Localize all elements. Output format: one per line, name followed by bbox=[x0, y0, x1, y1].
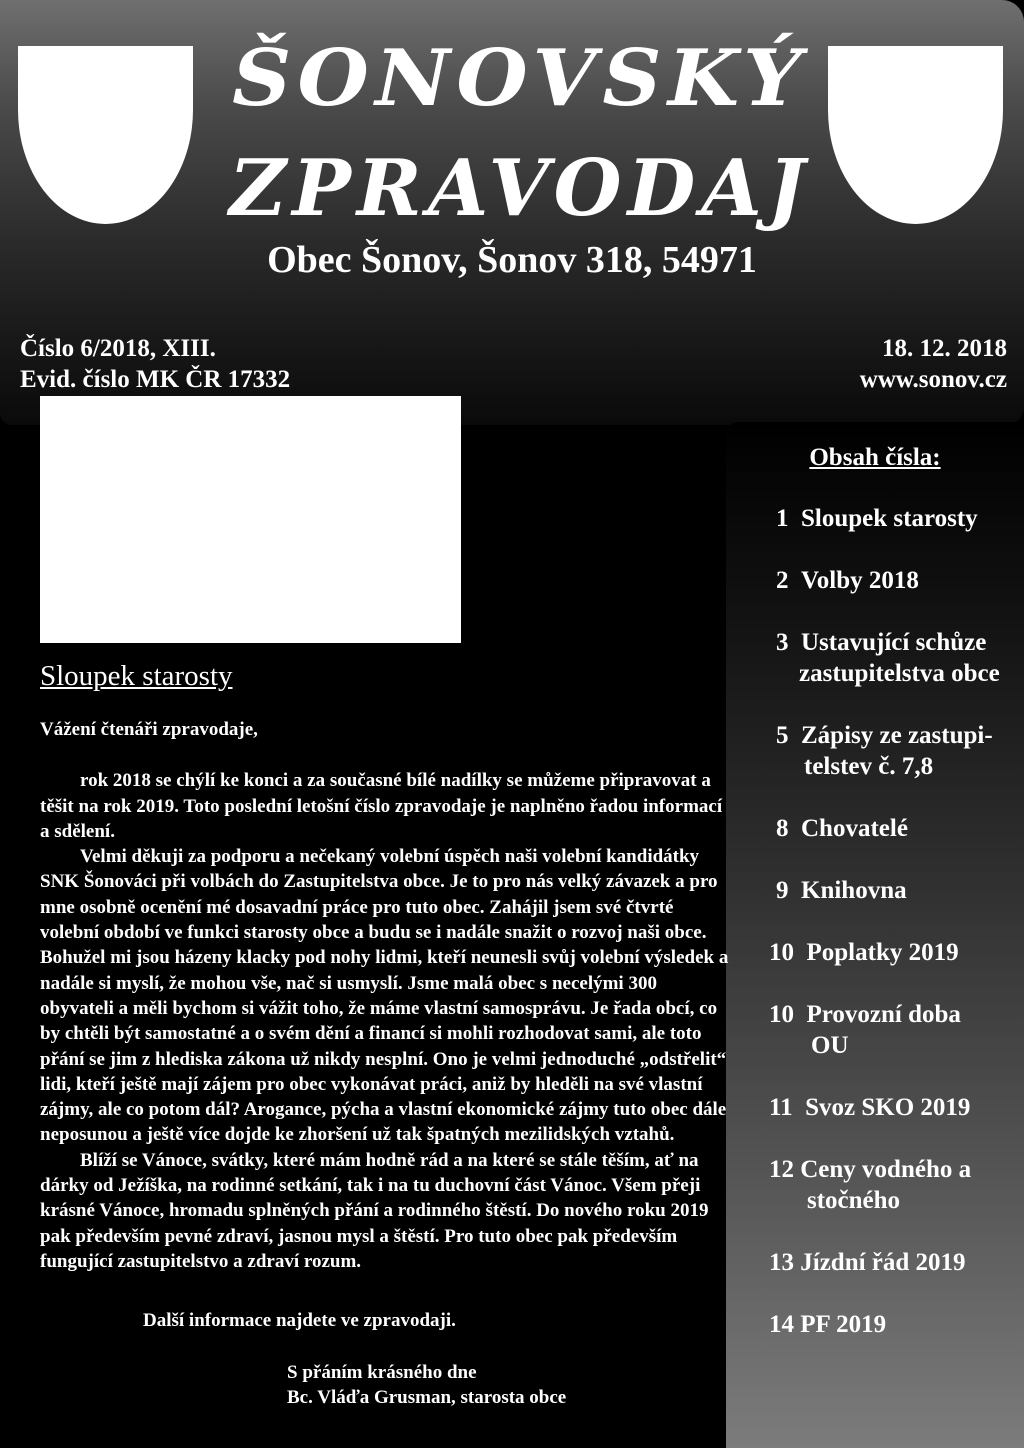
cover-photo bbox=[40, 396, 461, 643]
registration-number: Evid. číslo MK ČR 17332 bbox=[20, 366, 291, 393]
issue-date: 18. 12. 2018 bbox=[882, 335, 1007, 362]
toc-item[interactable] bbox=[769, 1154, 971, 1185]
toc-label: Provozní doba bbox=[806, 1001, 961, 1028]
toc-page-number: 11 bbox=[769, 1094, 793, 1121]
article-paragraph: rok 2018 se chýlí ke konci a za současné bílé nadílky se můžeme připravovat a těšit na rok 2019. Toto poslední letošní číslo zpravodaje je naplněno řadou informací a sdělení. bbox=[40, 770, 723, 842]
table-of-contents bbox=[726, 422, 1024, 1448]
toc-label: Ceny vodného a bbox=[800, 1156, 972, 1183]
toc-page-number: 1 bbox=[776, 505, 789, 532]
issue-info bbox=[20, 333, 290, 395]
toc-page-number: 2 bbox=[776, 567, 789, 594]
signature bbox=[287, 1360, 566, 1410]
toc-item[interactable] bbox=[776, 627, 986, 658]
article-title: Sloupek starosty bbox=[40, 660, 233, 692]
toc-label: Volby 2018 bbox=[801, 567, 919, 594]
toc-page-number: 5 bbox=[776, 722, 789, 749]
toc-item[interactable] bbox=[776, 720, 993, 751]
toc-label-continued: telstev č. 7,8 bbox=[804, 753, 934, 780]
issue-number: Číslo 6/2018, XIII. bbox=[20, 335, 216, 362]
toc-page-number: 10 bbox=[769, 1001, 794, 1028]
article-closing: Další informace najdete ve zpravodaji. bbox=[143, 1310, 456, 1331]
toc-label: Knihovna bbox=[801, 877, 907, 904]
toc-label: PF 2019 bbox=[800, 1311, 887, 1338]
article-greeting: Vážení čtenáři zpravodaje, bbox=[40, 719, 258, 740]
toc-item[interactable] bbox=[769, 1309, 886, 1340]
toc-page-number: 12 bbox=[769, 1156, 794, 1183]
signature-greeting: S přáním krásného dne bbox=[287, 1362, 477, 1383]
toc-page-number: 3 bbox=[776, 629, 789, 656]
toc-label-continued: stočného bbox=[807, 1187, 901, 1214]
toc-page-number: 14 bbox=[769, 1311, 794, 1338]
toc-page-number: 10 bbox=[769, 939, 794, 966]
toc-label: Sloupek starosty bbox=[801, 505, 978, 532]
article-paragraph: Velmi děkuji za podporu a nečekaný volební úspěch naši volební kandidátky SNK Šonováci při volbách do Zastupitelstva obce. Je to pro nás velký závazek a pro mne osobně ocenění mé dosavadní práce pro tuto obec. Zahájil jsem své čtvrté volební období ve funkci starosty obce a budu se i nadále snažit o rozvoj naši obce. Bohužel mi jsou házeny klacky pod nohy lidmi, kteří neunesli svůj volební výsledek a nadále si myslí, že mohou vše, nač si usmyslí. Jsme malá obec s necelými 300 obyvateli a měli bychom si vážit toho, že máme vlastní samosprávu. Je řada obcí, co by chtěli být samostatné a o svém dění a financí si mohli rozhodovat sami, ale toto přání se jim z hlediska zákona už nikdy nesplní. Ono je velmi jednoduché „odstřelit“ lidi, kteří ještě mají zájem pro obec vykonávat práci, aniž by hleděli na své vlastní zájmy, ale co potom dál? Arogance, pýcha a vlastní ekonomické zájmy tuto obec dále neposunou a ještě více dojde ke zhoršení už tak špatných mezilidských vztahů. bbox=[40, 846, 729, 1146]
toc-page-number: 8 bbox=[776, 815, 789, 842]
toc-item[interactable] bbox=[776, 875, 907, 906]
toc-item[interactable] bbox=[776, 503, 978, 534]
toc-page-number: 13 bbox=[769, 1249, 794, 1276]
toc-label: Jízdní řád 2019 bbox=[800, 1249, 966, 1276]
toc-label-continued: OU bbox=[811, 1032, 849, 1059]
toc-item[interactable] bbox=[776, 813, 908, 844]
toc-label: Poplatky 2019 bbox=[806, 939, 959, 966]
toc-label: Chovatelé bbox=[801, 815, 908, 842]
toc-page-number: 9 bbox=[776, 877, 789, 904]
toc-item[interactable] bbox=[769, 1247, 966, 1278]
toc-item[interactable] bbox=[769, 999, 961, 1030]
toc-label: Svoz SKO 2019 bbox=[805, 1094, 971, 1121]
article-body bbox=[40, 717, 730, 1274]
signature-name: Bc. Vláďa Grusman, starosta obce bbox=[287, 1387, 567, 1408]
toc-item[interactable] bbox=[776, 565, 919, 596]
publisher-address: Obec Šonov, Šonov 318, 54971 bbox=[267, 239, 757, 281]
coat-of-arms-left bbox=[18, 46, 193, 224]
website-link[interactable]: www.sonov.cz bbox=[859, 366, 1007, 393]
toc-item[interactable] bbox=[769, 1092, 970, 1123]
toc-label: Ustavující schůze bbox=[801, 629, 987, 656]
toc-title: Obsah čísla: bbox=[809, 444, 941, 471]
masthead-title-line2: ZPRAVODAJ bbox=[229, 143, 811, 234]
toc-label-continued: zastupitelstva obce bbox=[799, 660, 1000, 687]
masthead-title-line1: ŠONOVSKÝ bbox=[232, 33, 808, 124]
toc-item[interactable] bbox=[769, 937, 959, 968]
toc-label: Zápisy ze zastupi- bbox=[801, 722, 993, 749]
date-info bbox=[860, 333, 1007, 395]
masthead bbox=[0, 0, 1024, 425]
article-paragraph: Blíží se Vánoce, svátky, které mám hodně rád a na které se stále těším, ať na dárky od Ježíška, na rodinné setkání, tak i na tu duchovní část Vánoc. Všem přeji krásné Vánoce, hromadu splněných přání a rodinného štěstí. Do nového roku 2019 pak především pevné zdraví, jasnou mysl a štěstí. Pro tuto obec pak především fungující zastupitelstvo a zdraví rozum. bbox=[40, 1149, 709, 1272]
